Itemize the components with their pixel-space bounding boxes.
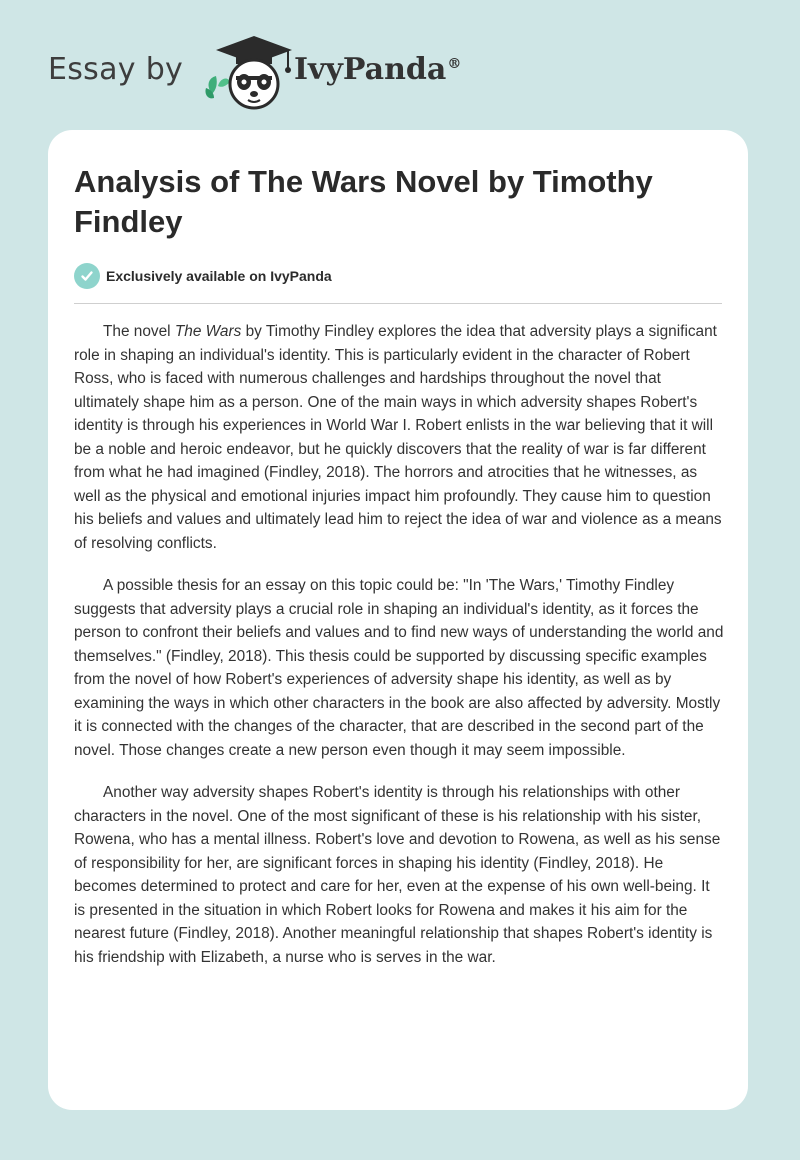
paragraph-1-intro: The novel bbox=[103, 323, 175, 340]
essay-card bbox=[48, 130, 748, 1110]
paragraph-1-rest: by Timothy Findley explores the idea that adversity plays a significant role in shaping an individual's identity. This is particularly evident in the character of Robert Ross, who is faced with numerous challenges and hardships throughout the novel that ultimately shape him as a person. One of the main ways in which adversity shapes Robert's identity is through his experiences in World War I. Robert enlists in the war believing that it will be a noble and heroic endeavor, but he quickly discovers that the reality of war is far different from what he had imagined (Findley, 2018). The horrors and atrocities that he witnesses, as well as the physical and emotional injuries impact him profoundly. They cause him to question his beliefs and values and ultimately lead him to reject the idea of war and violence as a means of resolving conflicts. bbox=[74, 323, 722, 552]
brand-name[interactable] bbox=[294, 52, 461, 87]
essay-title: Analysis of The Wars Novel by Timothy Findley bbox=[74, 164, 653, 239]
exclusive-badge bbox=[74, 263, 332, 289]
paragraph-2: A possible thesis for an essay on this topic could be: "In 'The Wars,' Timothy Findley suggests that adversity plays a crucial role in shaping an individual's identity, as it forces the person to confront their beliefs and values and to find new ways of understanding the world and themselves." (Findley, 2018). This thesis could be supported by discussing specific examples from the novel of how Robert's experiences of adversity shape his identity, as well as by examining the ways in which other characters in the book are also affected by adversity. Mostly it is connected with the changes of the character, that are described in the second part of the novel. Those changes create a new person even though it may seem impossible. bbox=[74, 577, 724, 759]
panda-graduate-icon[interactable] bbox=[200, 34, 300, 112]
essay-by-label: Essay by bbox=[48, 52, 184, 87]
check-circle-icon bbox=[74, 263, 100, 289]
brand-text: IvyPanda bbox=[294, 52, 447, 87]
registered-mark: ® bbox=[447, 56, 462, 72]
paragraph-3: Another way adversity shapes Robert's identity is through his relationships with other characters in the novel. One of the most significant of these is his relationship with his sister, Rowena, who has a mental illness. Robert's love and devotion to Rowena, as well as his sense of responsibility for her, are significant forces in shaping his identity (Findley, 2018). He becomes determined to protect and care for her, even at the expense of his own well-being. It is presented in the situation in which Robert looks for Rowena and makes it his aim for the nearest future (Findley, 2018). Another meaningful relationship that shapes Robert's identity is his friendship with Elizabeth, a nurse who is serves in the war. bbox=[74, 784, 721, 966]
essay-body bbox=[74, 320, 724, 988]
badge-label: Exclusively available on IvyPanda bbox=[106, 268, 332, 284]
site-header bbox=[48, 32, 468, 112]
divider bbox=[74, 303, 722, 304]
book-title: The Wars bbox=[174, 323, 242, 340]
paragraph-1 bbox=[74, 320, 724, 555]
